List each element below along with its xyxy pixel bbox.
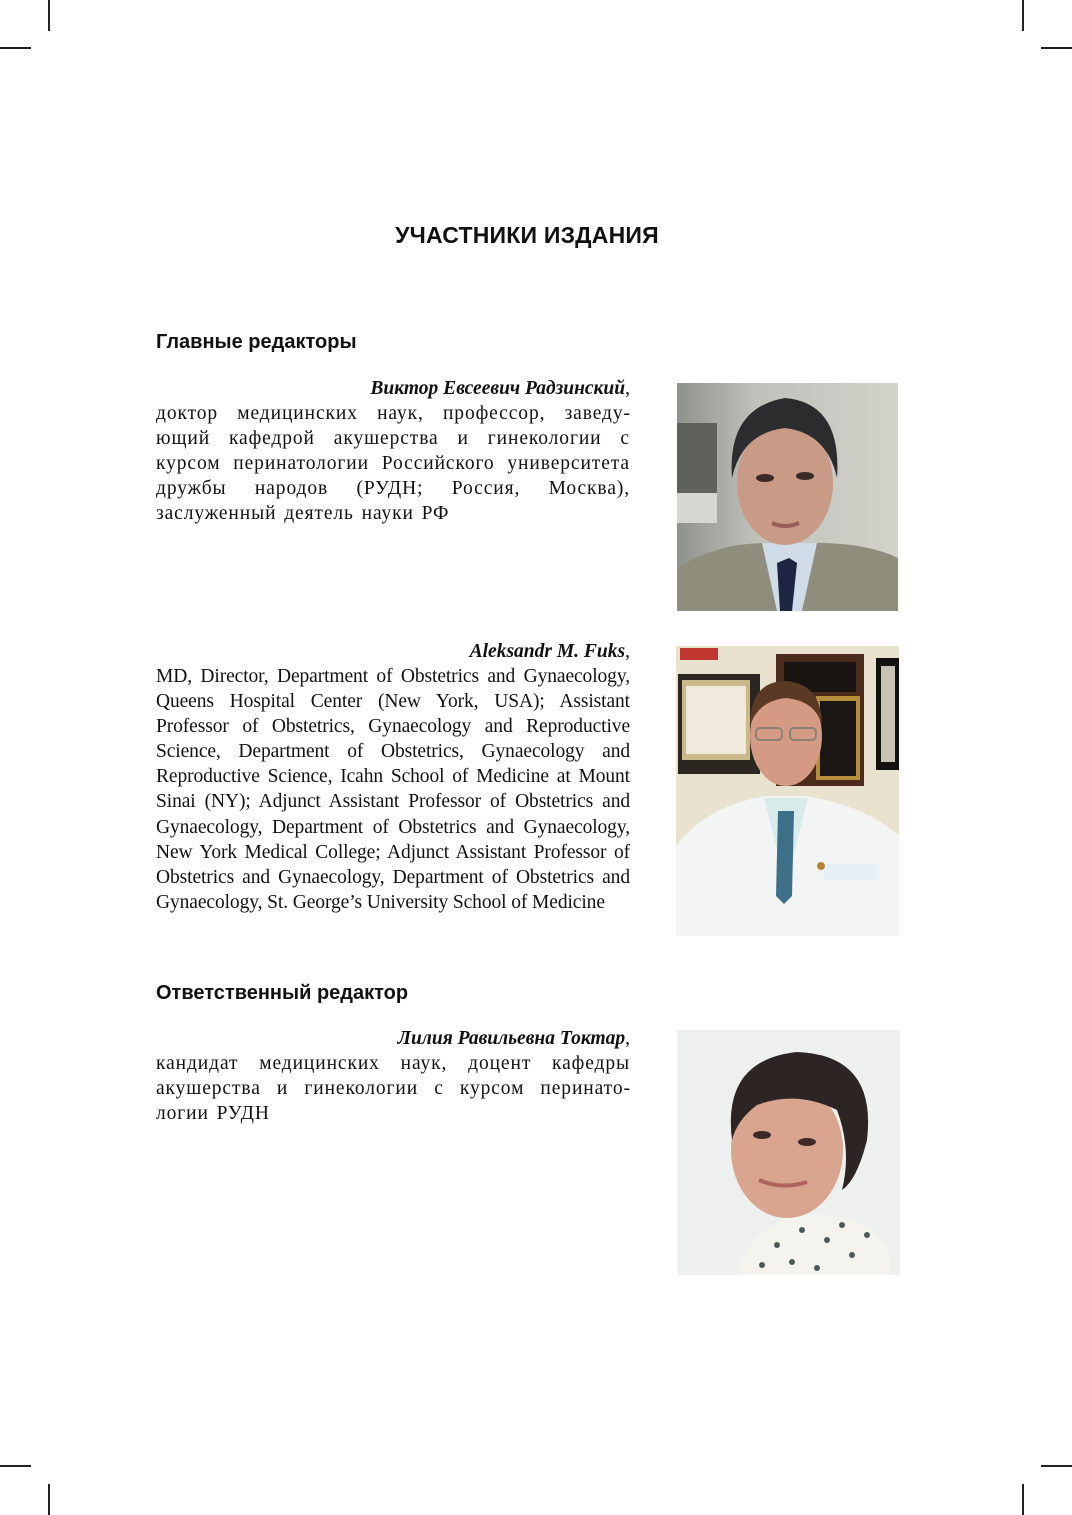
contributor-name-text: Лилия Равильевна Токтар <box>397 1028 626 1049</box>
name-comma: , <box>625 378 630 399</box>
name-comma: , <box>625 1028 630 1049</box>
portrait-photo-radzinsky <box>677 383 898 611</box>
contributor-name-text: Aleksandr M. Fuks <box>469 641 626 662</box>
crop-mark-top-right-horizontal <box>1041 47 1072 49</box>
section-heading-executive-editor: Ответственный редактор <box>156 982 409 1004</box>
crop-mark-top-right-vertical <box>1022 0 1024 31</box>
contributor-name-text: Виктор Евсеевич Радзинский <box>370 378 626 399</box>
contributor-bio: доктор медицинских наук, профессор, заведующий кафедрой акушерства и гинекологии с курсом перинатологии Российского университета дружбы народов (РУДН; Россия, Москва), заслуженный деятель науки РФ <box>156 403 630 525</box>
contributor-bio: MD, Director, Department of Obstetrics and Gynaecology, Queens Hospital Center (New York, USA); Assistant Professor of Obstetrics, Gynaecology and Reproductive Science, Department of Obstetrics, Gynaecology and Reproductive Science, Icahn School of Medicine at Mount Sinai (NY); Adjunct Assistant Professor of Obstetrics and Gynaecology, Department of Obstetrics and Gynaecology, New York Medical College; Adjunct Assistant Professor of Obstetrics and Gynaecology, Department of Obstetrics and Gynaecology, St. George’s University School of Medicine <box>156 666 630 913</box>
name-comma: , <box>625 641 630 662</box>
contributor-entry-toktar <box>156 1026 630 1126</box>
portrait-image <box>676 646 899 936</box>
crop-mark-bottom-left-vertical <box>48 1484 50 1515</box>
section-heading-chief-editors: Главные редакторы <box>156 331 357 353</box>
portrait-photo-toktar <box>677 1030 900 1275</box>
contributor-name <box>156 1026 630 1051</box>
contributor-name <box>156 639 630 664</box>
contributor-bio: кандидат медицинских наук, доцент кафедры акушерства и гинекологии с курсом перинатологии РУДН <box>156 1053 630 1125</box>
crop-mark-bottom-right-vertical <box>1022 1484 1024 1515</box>
portrait-image <box>677 383 898 611</box>
crop-mark-bottom-right-horizontal <box>1041 1465 1072 1467</box>
portrait-image <box>677 1030 900 1275</box>
contributor-entry-fuks <box>156 639 630 915</box>
contributor-name <box>156 376 630 401</box>
crop-mark-top-left-horizontal <box>0 47 31 49</box>
crop-mark-bottom-left-horizontal <box>0 1465 31 1467</box>
page-title <box>156 222 898 249</box>
portrait-photo-fuks <box>676 646 899 936</box>
crop-mark-top-left-vertical <box>48 0 50 31</box>
page-title-text: УЧАСТНИКИ ИЗДАНИЯ <box>395 222 659 248</box>
contributor-entry-radzinsky <box>156 376 630 526</box>
